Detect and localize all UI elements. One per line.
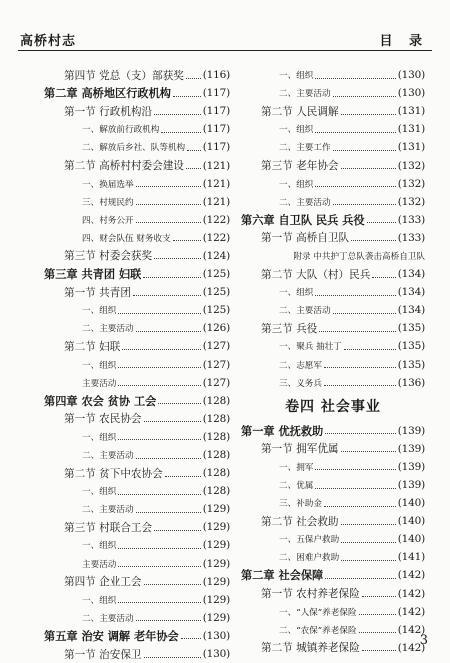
toc-entry-title: 二、优属: [279, 481, 314, 492]
toc-entry-page: (131): [397, 141, 425, 154]
toc-entry-sub[interactable]: [44, 319, 230, 337]
toc-entry-title: 二、主要活动: [82, 505, 134, 516]
toc-entry-title: 第一节 治安保卫: [64, 648, 142, 661]
toc-entry-title: 第二节 人民调解: [261, 105, 339, 118]
toc-entry-page: (139): [397, 460, 425, 473]
toc-entry-title: 二、主要活动: [279, 306, 331, 317]
toc-entry-sub[interactable]: [241, 356, 425, 374]
toc-entry-sub[interactable]: [44, 536, 230, 554]
toc-entry-section[interactable]: [44, 283, 230, 301]
toc-entry-page: (129): [202, 539, 230, 552]
toc-entry-sub[interactable]: [44, 138, 230, 156]
toc-entry-chapter[interactable]: [44, 627, 230, 645]
toc-entry-title: 第三节 老年协会: [261, 160, 339, 173]
toc-entry-page: (129): [202, 557, 230, 570]
toc-entry-sub[interactable]: [44, 555, 230, 573]
dot-leader: [181, 638, 201, 639]
toc-entry-page: (125): [202, 286, 230, 299]
dot-leader: [122, 349, 200, 350]
toc-entry-title: 第一节 共青团: [64, 286, 131, 299]
toc-entry-page: (128): [202, 430, 230, 443]
toc-entry-title: 四、村务公开: [82, 215, 134, 226]
toc-entry-sub[interactable]: [241, 337, 425, 355]
dot-leader: [133, 295, 201, 296]
toc-entry-section[interactable]: [44, 102, 230, 120]
toc-entry-title: 第二节 妇联: [64, 340, 121, 353]
toc-entry-title: 第二节 高桥村村委会建设: [64, 160, 184, 173]
toc-entry-sub[interactable]: [241, 138, 425, 156]
toc-entry-page: (122): [202, 231, 230, 244]
dot-leader: [186, 168, 201, 169]
toc-entry-sub[interactable]: [241, 120, 425, 138]
toc-entry-title: 一、组织: [82, 541, 117, 552]
toc-entry-title: 一、拥军: [279, 462, 314, 473]
dot-leader: [325, 578, 396, 579]
dot-leader: [315, 488, 395, 489]
dot-leader: [359, 614, 396, 615]
toc-entry-title: 第二节 社会救助: [261, 515, 339, 528]
toc-entry-section[interactable]: [44, 247, 230, 265]
toc-entry-section[interactable]: [241, 512, 425, 530]
toc-entry-sub[interactable]: [241, 66, 425, 84]
toc-entry-page: (117): [202, 141, 230, 154]
toc-entry-page: (127): [202, 340, 230, 353]
toc-entry-title: 二、主要工作: [279, 143, 331, 154]
toc-entry-title: 一、组织: [82, 306, 117, 317]
dot-leader: [154, 258, 201, 259]
dot-leader: [315, 295, 395, 296]
toc-entry-sub[interactable]: [44, 301, 230, 319]
toc-entry-page: (140): [397, 533, 425, 546]
toc-entry-page: (127): [202, 376, 230, 389]
dot-leader: [118, 494, 200, 495]
toc-entry-page: (122): [202, 213, 230, 226]
toc-entry-page: (132): [397, 195, 425, 208]
toc-entry-page: (117): [202, 87, 230, 100]
toc-entry-title: 二、主要活动: [279, 89, 331, 100]
toc-entry-title: 第一节 行政机构沿: [64, 105, 153, 118]
dot-leader: [173, 240, 201, 241]
dot-leader: [367, 222, 396, 223]
toc-entry-title: 二、主要活动: [279, 197, 331, 208]
toc-entry-title: 三、义务兵: [279, 378, 322, 389]
toc-entry-title: 第一章 优抚救助: [241, 424, 324, 438]
dot-leader: [154, 114, 201, 115]
toc-entry-title: 主要活动: [82, 559, 117, 570]
toc-entry-page: (129): [202, 521, 230, 534]
toc-entry-section[interactable]: [241, 229, 425, 247]
dot-leader: [136, 331, 201, 332]
toc-entry-title: 第四节 企业工会: [64, 576, 142, 589]
toc-entry-page: (128): [202, 467, 230, 480]
toc-entry-section[interactable]: [44, 645, 230, 663]
toc-entry-page: (142): [397, 623, 425, 636]
toc-entry-title: 第三节 村联合工会: [64, 521, 153, 534]
toc-entry-page: (121): [202, 177, 230, 190]
toc-entry-title: 第四节 党总（支）部获奖: [64, 69, 184, 82]
toc-entry-chapter[interactable]: [241, 211, 425, 229]
toc-entry-chapter[interactable]: [241, 422, 425, 440]
toc-entry-section[interactable]: [241, 102, 425, 120]
toc-right-column: [241, 66, 425, 657]
dot-leader: [344, 349, 396, 350]
toc-entry-page: (128): [202, 412, 230, 425]
toc-entry-title: 一、换届选举: [82, 179, 134, 190]
toc-entry-sub[interactable]: [44, 356, 230, 374]
toc-entry-page: (116): [202, 69, 230, 82]
dot-leader: [325, 433, 396, 434]
toc-entry-title: 第一节 农民协会: [64, 413, 142, 426]
toc-entry-section[interactable]: [44, 518, 230, 536]
toc-entry-page: (128): [202, 449, 230, 462]
toc-entry-chapter[interactable]: [241, 566, 425, 584]
book-title: 高桥村志: [20, 34, 77, 49]
toc-entry-sub[interactable]: [44, 175, 230, 193]
dot-leader: [173, 96, 201, 97]
toc-entry-title: 一、组织: [82, 595, 117, 606]
toc-entry-title: 第二章 高桥地区行政机构: [44, 87, 171, 101]
toc-entry-title: 二、“农保”养老保险: [279, 625, 357, 636]
toc-entry-title: 附录 中共护丁总队袭击高桥自卫队: [293, 251, 425, 262]
toc-entry-page: (117): [202, 105, 230, 118]
toc-entry-page: (131): [397, 105, 425, 118]
dot-leader: [118, 548, 200, 549]
toc-entry-title: 第六章 自卫队 民兵 兵役: [241, 213, 365, 227]
dot-leader: [136, 512, 201, 513]
dot-leader: [158, 403, 200, 404]
toc-entry-page: (135): [397, 322, 425, 335]
toc-entry-title: 三、村规民约: [82, 197, 134, 208]
toc-entry-page: (129): [202, 611, 230, 624]
dot-leader: [165, 476, 201, 477]
dot-leader: [341, 451, 396, 452]
toc-entry-page: (142): [397, 587, 425, 600]
toc-entry-title: 主要活动: [82, 378, 117, 389]
toc-entry-sub[interactable]: [44, 120, 230, 138]
dot-leader: [341, 114, 396, 115]
dot-leader: [315, 78, 395, 79]
toc-entry-sub[interactable]: [241, 301, 425, 319]
toc-entry-title: 二、解放后乡社、队等机构: [82, 143, 186, 154]
toc-entry-page: (142): [397, 605, 425, 618]
toc-entry-title: 四、财会队伍 财务收支: [82, 233, 171, 244]
toc-entry-page: (127): [202, 358, 230, 371]
toc-entry-volume[interactable]: [241, 392, 425, 420]
toc-entry-section[interactable]: [44, 410, 230, 428]
dot-leader: [324, 385, 396, 386]
toc-entry-page: (130): [397, 87, 425, 100]
toc-entry-page: (132): [397, 177, 425, 190]
toc-entry-section[interactable]: [241, 265, 425, 283]
toc-entry-title: 三、补助金: [279, 499, 322, 510]
running-header: [0, 0, 450, 52]
dot-leader: [136, 458, 201, 459]
toc-entry-title: 第二节 大队（村）民兵: [261, 268, 371, 281]
dot-leader: [315, 132, 395, 133]
toc-entry-title: 二、主要活动: [82, 451, 134, 462]
toc-entry-page: (125): [202, 304, 230, 317]
toc-entry-page: (142): [397, 569, 425, 582]
toc-entry-title: 第二节 贫下中农协会: [64, 467, 163, 480]
toc-entry-title: 二、主要活动: [82, 324, 134, 335]
toc-entry-title: 第三章 共青团 妇联: [44, 268, 142, 282]
toc-entry-title: 第一节 高桥自卫队: [261, 232, 350, 245]
toc-entry-section[interactable]: [44, 337, 230, 355]
toc-entry-title: 卷四 社会事业: [285, 398, 381, 415]
toc-entry-title: 一、解放前行政机构: [82, 125, 160, 136]
dot-leader: [362, 596, 396, 597]
dot-leader: [324, 506, 396, 507]
toc-entry-title: 二、志愿军: [279, 360, 322, 371]
dot-leader: [136, 620, 201, 621]
dot-leader: [333, 96, 396, 97]
dot-leader: [341, 560, 396, 561]
toc-entry-note[interactable]: [241, 247, 425, 265]
toc-entry-title: 一、组织: [279, 71, 314, 82]
toc-entry-sub[interactable]: [241, 458, 425, 476]
toc-entry-section[interactable]: [44, 156, 230, 174]
toc-entry-chapter[interactable]: [44, 265, 230, 283]
dot-leader: [319, 331, 395, 332]
toc-entry-title: 二、困难户救助: [279, 553, 340, 564]
section-title: 目 录: [379, 34, 428, 49]
toc-entry-page: (140): [397, 515, 425, 528]
dot-leader: [118, 439, 200, 440]
toc-entry-page: (133): [397, 231, 425, 244]
dot-leader: [351, 240, 396, 241]
toc-entry-title: 第三节 兵役: [261, 322, 318, 335]
toc-entry-chapter[interactable]: [44, 392, 230, 410]
toc-entry-title: 一、“人保”养老保险: [279, 607, 357, 618]
toc-entry-title: 第一节 拥军优属: [261, 443, 339, 456]
dot-leader: [324, 367, 396, 368]
dot-leader: [315, 186, 395, 187]
toc-entry-sub[interactable]: [241, 374, 425, 392]
toc-entry-page: (128): [202, 485, 230, 498]
toc-entry-section[interactable]: [44, 464, 230, 482]
dot-leader: [186, 78, 201, 79]
dot-leader: [341, 524, 396, 525]
toc-entry-sub[interactable]: [44, 229, 230, 247]
toc-entry-page: (121): [202, 159, 230, 172]
toc-entry-page: (135): [397, 340, 425, 353]
toc-entry-page: (126): [202, 322, 230, 335]
dot-leader: [118, 367, 200, 368]
toc-entry-page: (139): [397, 424, 425, 437]
dot-leader: [118, 385, 200, 386]
dot-leader: [333, 313, 396, 314]
toc-entry-sub[interactable]: [241, 283, 425, 301]
toc-entry-page: (140): [397, 497, 425, 510]
toc-entry-page: (134): [397, 304, 425, 317]
toc-entry-title: 一、组织: [279, 125, 314, 136]
dot-leader: [333, 204, 396, 205]
dot-leader: [359, 632, 396, 633]
toc-entry-title: 一、组织: [82, 360, 117, 371]
toc-entry-section[interactable]: [241, 639, 425, 657]
toc-entry-sub[interactable]: [44, 609, 230, 627]
dot-leader: [136, 186, 201, 187]
toc-entry-title: 第一节 农村养老保险: [261, 588, 360, 601]
toc-entry-page: (129): [202, 593, 230, 606]
toc-entry-chapter[interactable]: [44, 84, 230, 102]
toc-entry-page: (130): [202, 629, 230, 642]
toc-entry-title: 一、组织: [82, 487, 117, 498]
toc-entry-section[interactable]: [241, 156, 425, 174]
toc-entry-title: 第二章 社会保障: [241, 569, 324, 583]
toc-entry-section[interactable]: [44, 573, 230, 591]
toc-entry-title: 第二节 城镇养老保险: [261, 642, 360, 655]
toc-entry-page: (133): [397, 213, 425, 226]
toc-entry-sub[interactable]: [44, 446, 230, 464]
dot-leader: [154, 530, 201, 531]
toc-entry-page: (132): [397, 159, 425, 172]
toc-entry-page: (142): [397, 641, 425, 654]
dot-leader: [136, 222, 201, 223]
toc-entry-sub[interactable]: [44, 500, 230, 518]
toc-entry-sub[interactable]: [44, 374, 230, 392]
toc-entry-sub[interactable]: [241, 621, 425, 639]
toc-entry-page: (135): [397, 358, 425, 371]
dot-leader: [118, 313, 200, 314]
dot-leader: [333, 150, 396, 151]
dot-leader: [315, 469, 395, 470]
toc-entry-title: 第三节 村委会获奖: [64, 250, 153, 263]
dot-leader: [118, 566, 200, 567]
dot-leader: [143, 277, 200, 278]
toc-entry-page: (130): [202, 648, 230, 661]
toc-entry-page: (139): [397, 479, 425, 492]
dot-leader: [136, 204, 201, 205]
toc-entry-title: 一、组织: [279, 179, 314, 190]
toc-entry-page: (129): [202, 503, 230, 516]
toc-entry-page: (125): [202, 268, 230, 281]
toc-entry-sub[interactable]: [241, 548, 425, 566]
toc-entry-sub[interactable]: [44, 591, 230, 609]
dot-leader: [362, 650, 396, 651]
toc-entry-page: (139): [397, 442, 425, 455]
toc-entry-page: (129): [202, 575, 230, 588]
toc-entry-sub[interactable]: [241, 530, 425, 548]
page-number: 3: [419, 633, 428, 648]
toc-entry-page: (130): [397, 69, 425, 82]
toc-entry-sub[interactable]: [241, 84, 425, 102]
toc-entry-title: 第五章 治安 调解 老年协会: [44, 629, 179, 643]
toc-entry-title: 一、五保户救助: [279, 535, 340, 546]
toc-left-column: [44, 66, 230, 663]
toc-entry-page: (136): [397, 376, 425, 389]
toc-entry-page: (141): [397, 551, 425, 564]
toc-entry-section[interactable]: [241, 319, 425, 337]
toc-entry-sub[interactable]: [241, 494, 425, 512]
toc-entry-sub[interactable]: [44, 193, 230, 211]
dot-leader: [144, 584, 201, 585]
dot-leader: [161, 132, 200, 133]
toc-entry-sub[interactable]: [44, 428, 230, 446]
dot-leader: [341, 168, 396, 169]
toc-entry-title: 第四章 农会 贫协 工会: [44, 394, 157, 408]
toc-entry-page: (128): [202, 394, 230, 407]
toc-entry-page: (134): [397, 286, 425, 299]
header-rule: [18, 50, 432, 51]
toc-entry-title: 一、组织: [279, 288, 314, 299]
toc-entry-sub[interactable]: [241, 603, 425, 621]
toc-entry-page: (121): [202, 195, 230, 208]
toc-entry-section[interactable]: [241, 585, 425, 603]
toc-entry-title: 二、主要活动: [82, 613, 134, 624]
toc-entry-page: (124): [202, 249, 230, 262]
dot-leader: [144, 421, 201, 422]
toc-entry-sub[interactable]: [44, 211, 230, 229]
toc-entry-title: 一、聚兵 抽壮丁: [279, 342, 342, 353]
toc-entry-sub[interactable]: [241, 175, 425, 193]
dot-leader: [118, 602, 200, 603]
toc-entry-section[interactable]: [241, 440, 425, 458]
dot-leader: [187, 150, 201, 151]
dot-leader: [341, 542, 396, 543]
toc-entry-page: (134): [397, 268, 425, 281]
dot-leader: [372, 277, 395, 278]
toc-entry-page: (131): [397, 123, 425, 136]
toc-entry-sub[interactable]: [241, 193, 425, 211]
toc-entry-section[interactable]: [44, 66, 230, 84]
toc-entry-sub[interactable]: [241, 476, 425, 494]
toc-entry-title: 一、组织: [82, 432, 117, 443]
toc-entry-page: (117): [202, 123, 230, 136]
toc-entry-sub[interactable]: [44, 482, 230, 500]
